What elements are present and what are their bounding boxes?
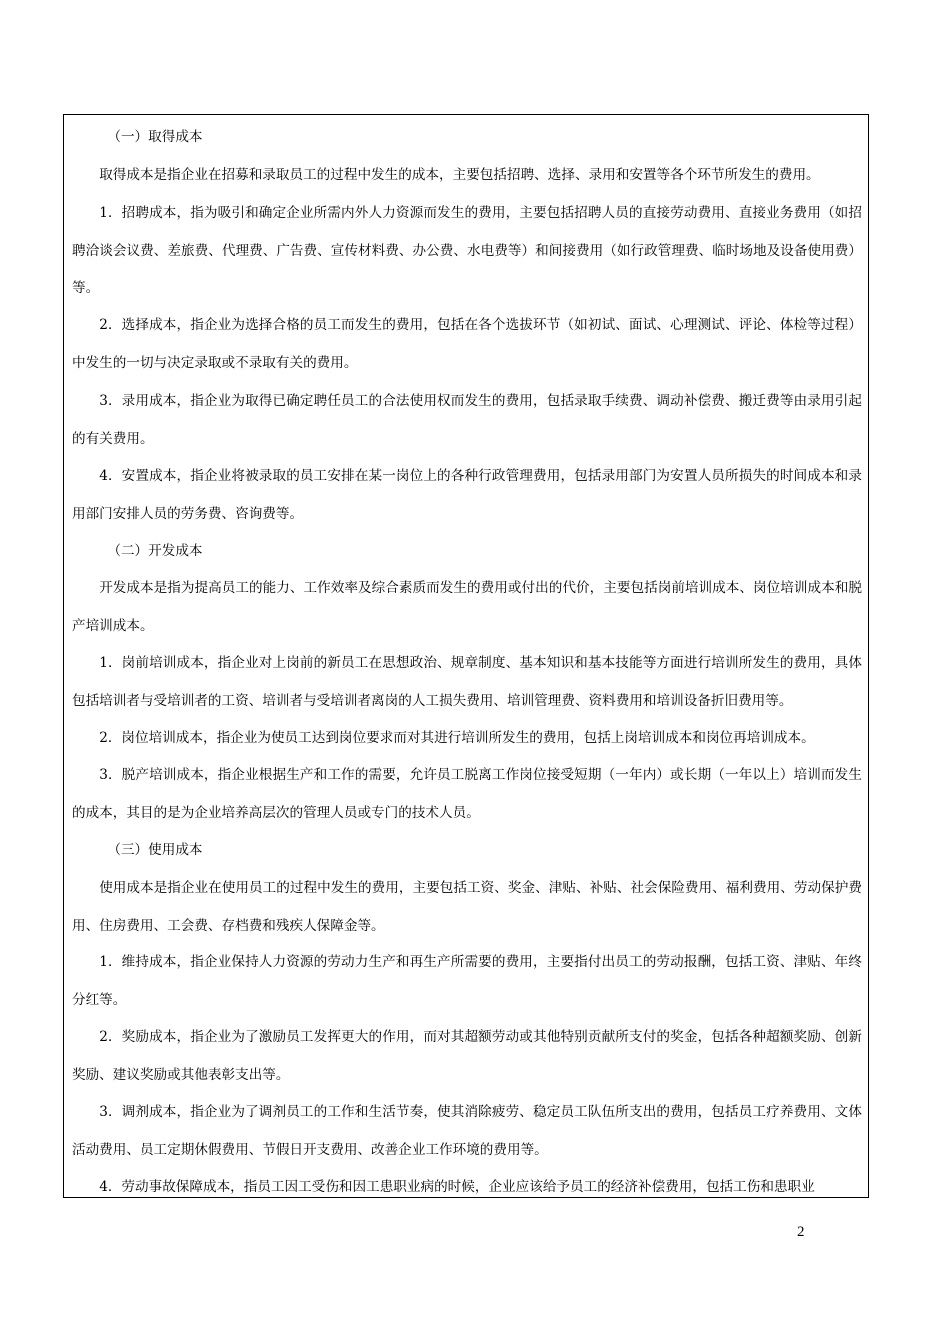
section-heading-acquisition-cost: （一）取得成本 xyxy=(107,129,203,145)
paragraph: 3．录用成本，指企业为取得已确定聘任员工的合法使用权而发生的费用，包括录取手续费、调动补偿费、搬迁费等由录用引起的有关费用。 xyxy=(72,393,862,447)
section-heading-usage-cost: （三）使用成本 xyxy=(107,842,203,858)
paragraph: 3．调剂成本，指企业为了调剂员工的工作和生活节奏，使其消除疲劳、稳定员工队伍所支出的费用，包括员工疗养费用、文体活动费用、员工定期休假费用、节假日开支费用、改善企业工作环境的费用等。 xyxy=(72,1104,862,1158)
paragraph: 2．奖励成本，指企业为了激励员工发挥更大的作用，而对其超额劳动或其他特别贡献所支付的奖金，包括各种超额奖励、创新奖励、建议奖励或其他表彰支出等。 xyxy=(72,1029,862,1083)
paragraph: 4．安置成本，指企业将被录取的员工安排在某一岗位上的各种行政管理费用，包括录用部门为安置人员所损失的时间成本和录用部门安排人员的劳务费、咨询费等。 xyxy=(72,468,862,522)
paragraph: 2．选择成本，指企业为选择合格的员工而发生的费用，包括在各个选拔环节（如初试、面试、心理测试、评论、体检等过程）中发生的一切与决定录取或不录取有关的费用。 xyxy=(72,317,862,371)
paragraph: 使用成本是指企业在使用员工的过程中发生的费用，主要包括工资、奖金、津贴、补贴、社会保险费用、福利费用、劳动保护费用、住房费用、工会费、存档费和残疾人保障金等。 xyxy=(72,880,862,934)
content-box xyxy=(63,114,869,1198)
paragraph: 1．岗前培训成本，指企业对上岗前的新员工在思想政治、规章制度、基本知识和基本技能等方面进行培训所发生的费用，具体包括培训者与受培训者的工资、培训者与受培训者离岗的人工损失费用、培训管理费、资料费用和培训设备折旧费用等。 xyxy=(72,655,862,709)
page-number: 2 xyxy=(797,1224,805,1240)
section-heading-development-cost: （二）开发成本 xyxy=(107,543,203,559)
paragraph: 1．维持成本，指企业保持人力资源的劳动力生产和再生产所需要的费用，主要指付出员工的劳动报酬，包括工资、津贴、年终分红等。 xyxy=(72,954,862,1008)
paragraph: 3．脱产培训成本，指企业根据生产和工作的需要，允许员工脱离工作岗位接受短期（一年内）或长期（一年以上）培训而发生的成本，其目的是为企业培养高层次的管理人员或专门的技术人员。 xyxy=(72,767,862,821)
paragraph: 2．岗位培训成本，指企业为使员工达到岗位要求而对其进行培训所发生的费用，包括上岗培训成本和岗位再培训成本。 xyxy=(99,730,815,746)
paragraph: 开发成本是指为提高员工的能力、工作效率及综合素质而发生的费用或付出的代价，主要包括岗前培训成本、岗位培训成本和脱产培训成本。 xyxy=(72,580,862,634)
paragraph: 4．劳动事故保障成本，指员工因工受伤和因工患职业病的时候，企业应该给予员工的经济补偿费用，包括工伤和患职业 xyxy=(99,1179,815,1195)
paragraph: 1．招聘成本，指为吸引和确定企业所需内外人力资源而发生的费用，主要包括招聘人员的直接劳动费用、直接业务费用（如招聘洽谈会议费、差旅费、代理费、广告费、宣传材料费、办公费、水电费等）和间接费用（如行政管理费、临时场地及设备使用费）等。 xyxy=(72,205,862,296)
paragraph: 取得成本是指企业在招募和录取员工的过程中发生的成本，主要包括招聘、选择、录用和安置等各个环节所发生的费用。 xyxy=(99,167,820,183)
